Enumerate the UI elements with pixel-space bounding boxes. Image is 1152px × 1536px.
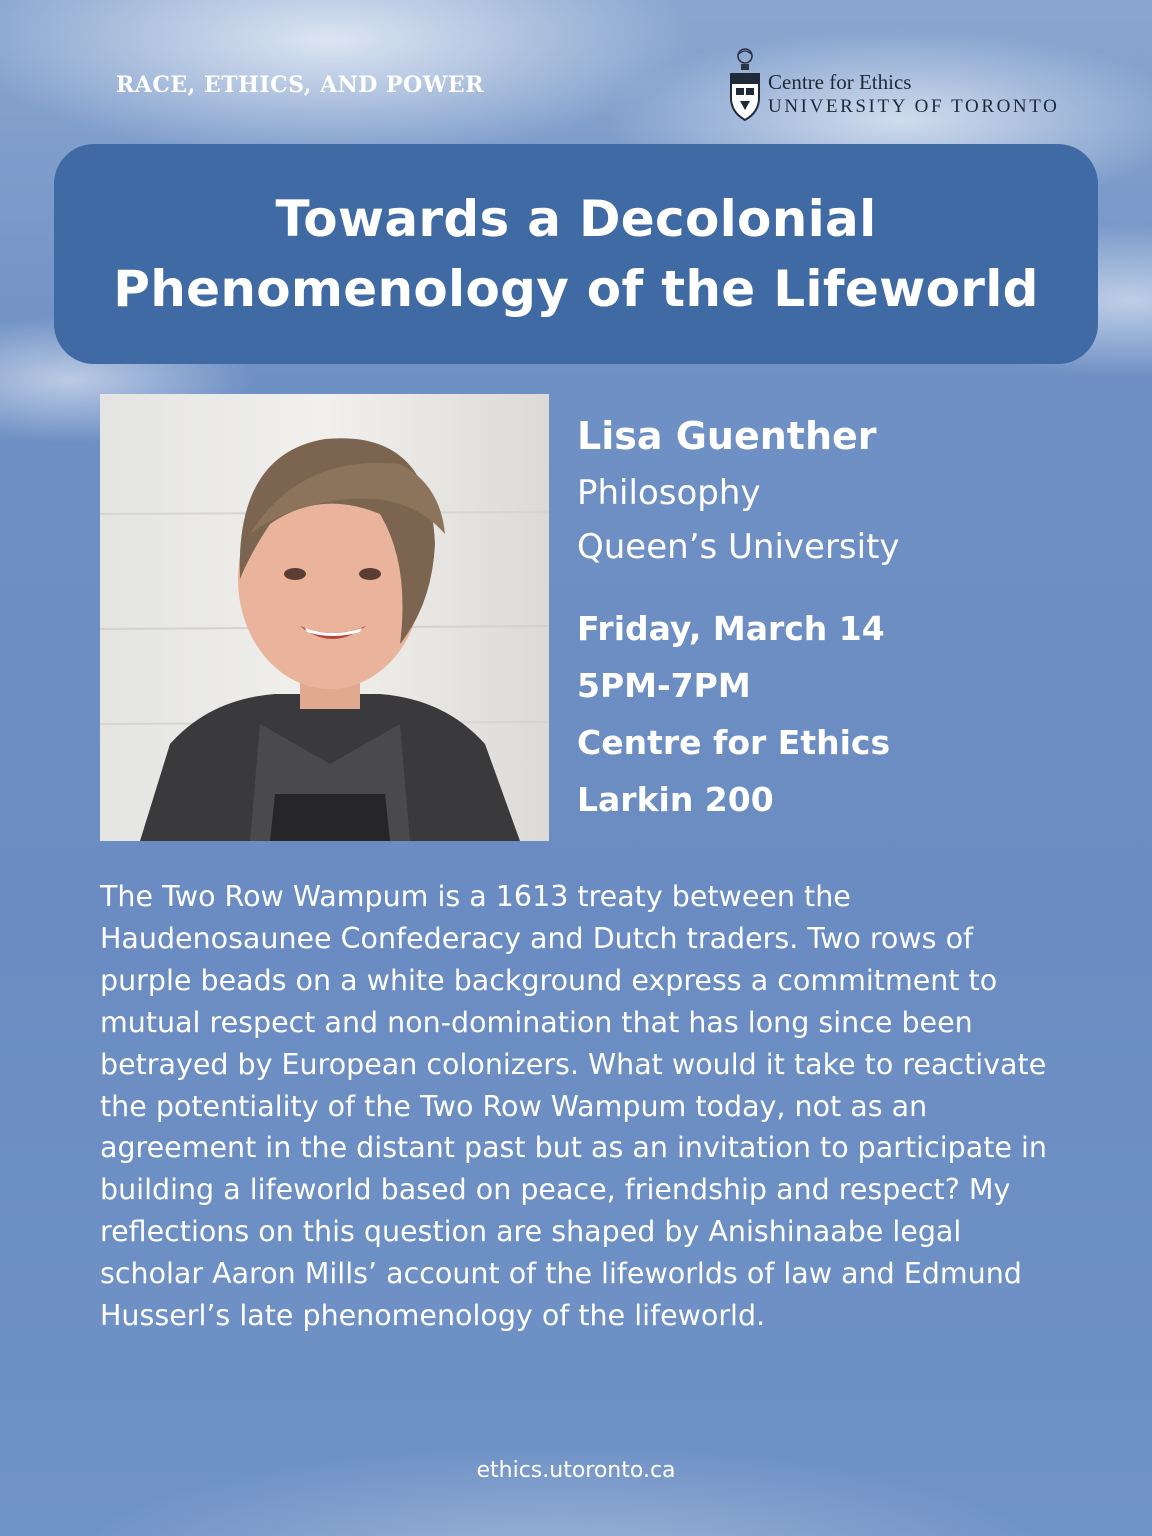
logo-line-university: UNIVERSITY OF TORONTO	[768, 96, 1060, 117]
speaker-department: Philosophy	[577, 473, 761, 513]
website-link[interactable]: ethics.utoronto.ca	[476, 1458, 676, 1483]
university-crest-icon	[728, 46, 762, 124]
speaker-portrait-image	[100, 394, 549, 841]
speaker-name: Lisa Guenther	[577, 414, 877, 458]
centre-for-ethics-logo[interactable]	[726, 46, 1086, 126]
logo-line-centre: Centre for Ethics	[768, 70, 912, 94]
event-date: Friday, March 14	[577, 609, 885, 648]
event-title-line-1: Towards a Decolonial	[275, 190, 877, 248]
event-title	[113, 184, 1038, 324]
event-venue: Centre for Ethics	[577, 723, 891, 762]
speaker-affiliation: Queen’s University	[577, 527, 900, 567]
title-banner	[54, 144, 1098, 364]
speaker-info	[577, 412, 900, 828]
event-time: 5PM-7PM	[577, 666, 751, 705]
speaker-photo	[100, 394, 549, 841]
event-title-line-2: Phenomenology of the Lifeworld	[113, 260, 1039, 318]
event-room: Larkin 200	[577, 780, 774, 819]
series-label: RACE, ETHICS, AND POWER	[116, 72, 484, 98]
event-details	[577, 600, 900, 828]
event-abstract: The Two Row Wampum is a 1613 treaty between the Haudenosaunee Confederacy and Dutch traders. Two rows of purple beads on a white background express a commitment to mutual respect and non-domination that has long since been betrayed by European colonizers. What would it take to reactivate the potentiality of the Two Row Wampum today, not as an agreement in the distant past but as an invitation to participate in building a lifeworld based on peace, friendship and respect? My reflections on this question are shaped by Anishinaabe legal scholar Aaron Mills’ account of the lifeworlds of law and Edmund Husserl’s late phenomenology of the lifeworld.	[100, 880, 1047, 1333]
